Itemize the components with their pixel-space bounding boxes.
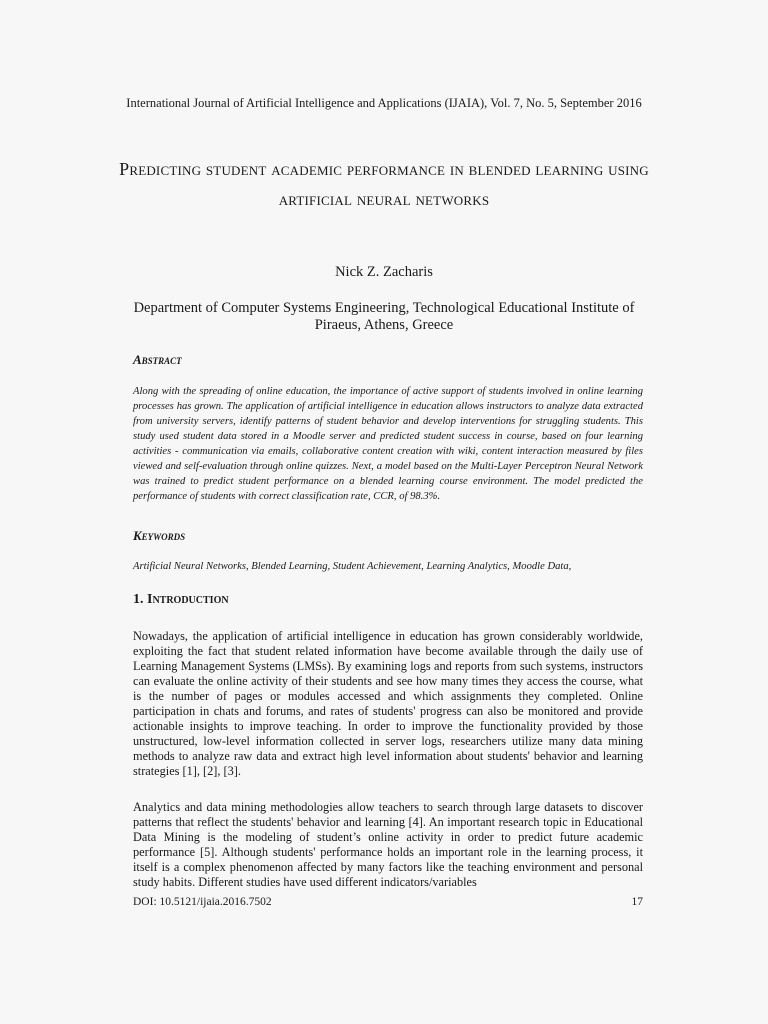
body-paragraph: Nowadays, the application of artificial intelligence in education has grown considerably worldwide, exploiting the fact that student related information have become available through the daily use of Learning Management Systems (LMSs). By examining logs and reports from such systems, instructors can evaluate the online activity of their students and see how many times they access the course, what is the number of pages or modules accessed and which assignments they completed. Online participation in chats and forums, and rates of students' progress can also be monitored and provide actionable insights to improve teaching. In order to improve the functionality provided by those unstructured, low-level information collected in server logs, researchers utilize many data mining methods to analyze raw data and extract high level information about students' behavior and learning strategies [1], [2], [3].: [133, 629, 643, 778]
keywords-heading: Keywords: [133, 528, 186, 543]
author-affiliation: Department of Computer Systems Engineering, Technological Educational Institute of Piraeus, Athens, Greece: [133, 300, 635, 333]
journal-header: International Journal of Artificial Intelligence and Applications (IJAIA), Vol. 7, No. 5, September 2016: [126, 96, 642, 110]
keywords-text: Artificial Neural Networks, Blended Learning, Student Achievement, Learning Analytics, Moodle Data,: [133, 561, 572, 572]
body-paragraph: Analytics and data mining methodologies allow teachers to search through large datasets to discover patterns that reflect the students' behavior and learning [4]. An important research topic in Educational Data Mining is the modeling of student’s online activity in order to predict future academic performance [5]. Although students' performance holds an important role in the learning process, it itself is a complex phenomenon affected by many factors like the teaching environment and personal study habits. Different studies have used different indicators/variables: [133, 800, 643, 889]
introduction-heading: 1. Introduction: [133, 592, 229, 607]
author-name: Nick Z. Zacharis: [335, 264, 433, 280]
page-number: 17: [631, 896, 643, 908]
page-footer: [133, 896, 643, 908]
doi-text: DOI: 10.5121/ijaia.2016.7502: [133, 896, 272, 908]
paper-title: Predicting student academic performance in blended learning using artificial neural networks: [119, 159, 649, 209]
abstract-heading: Abstract: [133, 352, 182, 367]
abstract-text: Along with the spreading of online education, the importance of active support of students involved in online learning processes has grown. The application of artificial intelligence in education allows instructors to analyze data extracted from university servers, identify patterns of student behavior and develop interventions for struggling students. This study used student data stored in a Moodle server and predicted student success in course, based on four learning activities - communication via emails, collaborative content creation with wiki, content interaction measured by files viewed and self-evaluation through online quizzes. Next, a model based on the Multi-Layer Perceptron Neural Network was trained to predict student performance on a blended learning course environment. The model predicted the performance of students with correct classification rate, CCR, of 98.3%.: [133, 386, 643, 502]
